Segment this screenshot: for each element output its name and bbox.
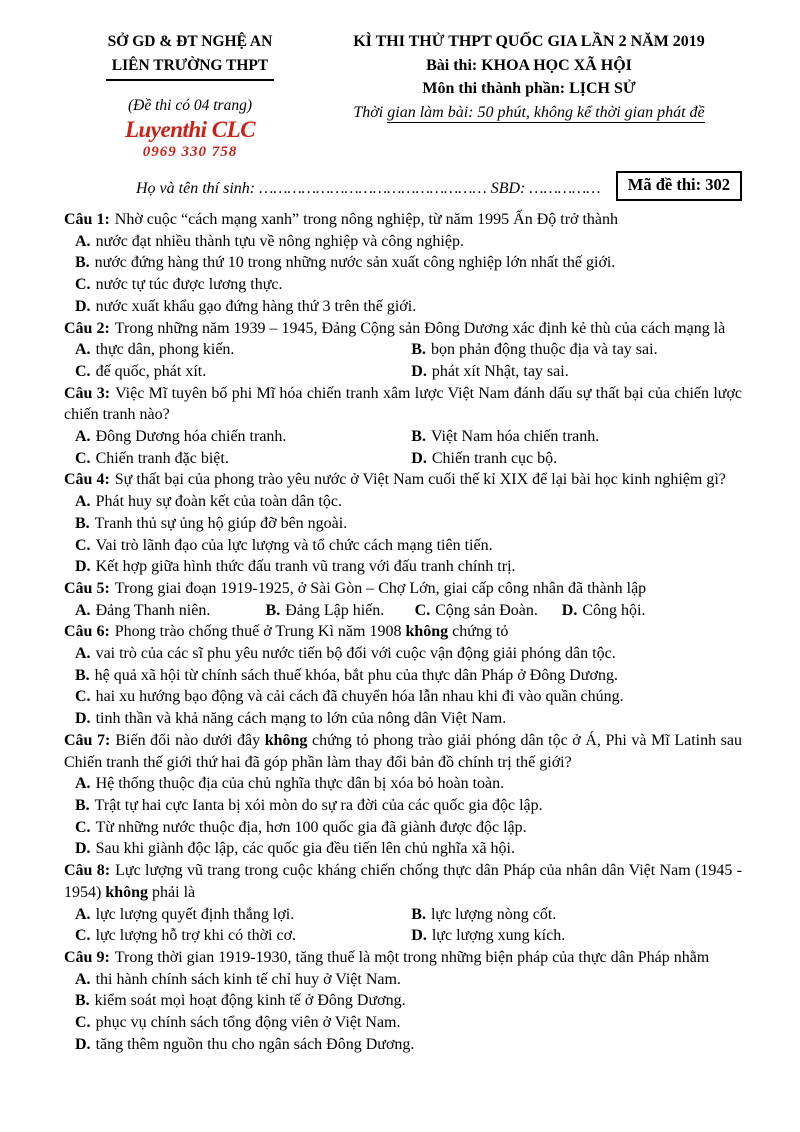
option-text: nước tự túc được lương thực.: [95, 276, 283, 294]
question-number: Câu 9:: [64, 948, 110, 966]
option-b: [64, 990, 742, 1012]
option-label: A.: [75, 232, 91, 250]
option-label: A.: [75, 341, 91, 359]
stem-text-post: chứng tỏ: [448, 623, 509, 641]
question-number: Câu 3:: [64, 384, 111, 402]
option-label: D.: [561, 601, 578, 619]
option-a: [64, 426, 400, 448]
stem-bold-text: không: [264, 731, 308, 749]
question-stem: [64, 383, 742, 426]
org-subname: LIÊN TRƯỜNG THPT: [106, 54, 274, 81]
option-a: [64, 643, 742, 665]
option-a: [64, 773, 742, 795]
exam-duration-underlined: gian làm bài: 50 phút, không kể thời gian phát đề: [387, 104, 705, 121]
stem-text: Nhờ cuộc “cách mạng xanh” trong nông nghiệp, từ năm 1995 Ấn Độ trở thành: [114, 211, 619, 228]
brand-logo-text: Luyenthi CLC: [124, 117, 256, 142]
option-d: [551, 600, 742, 622]
option-b: [400, 339, 742, 361]
question-number: Câu 6:: [64, 623, 110, 641]
option-text: đế quốc, phát xít.: [95, 362, 207, 380]
question-stem: [64, 730, 742, 773]
questions-list: [64, 209, 742, 1055]
question-7: [64, 730, 742, 860]
option-d: [400, 448, 742, 470]
option-text: lực lượng xung kích.: [431, 927, 566, 945]
option-a: [64, 904, 400, 926]
exam-subject-group: Bài thi: KHOA HỌC XÃ HỘI: [426, 57, 632, 74]
option-label: B.: [411, 341, 426, 359]
option-text: lực lượng hỗ trợ khi có thời cơ.: [95, 927, 297, 945]
option-text: phát xít Nhật, tay sai.: [431, 362, 569, 380]
option-text: vai trò của các sĩ phu yêu nước tiến bộ đối với cuộc vận động giải phóng dân tộc.: [95, 645, 616, 663]
issuing-org-block: [64, 30, 316, 161]
option-label: B.: [411, 905, 426, 923]
option-b: [64, 252, 742, 274]
option-label: C.: [75, 818, 91, 836]
option-text: lực lượng quyết định thắng lợi.: [95, 905, 295, 923]
option-c: [64, 535, 742, 557]
options: [64, 643, 742, 730]
option-text: Tranh thủ sự ủng hộ giúp đỡ bên ngoài.: [94, 514, 348, 532]
option-label: B.: [75, 796, 90, 814]
option-label: C.: [75, 536, 91, 554]
option-a: [64, 339, 400, 361]
option-text: tinh thần và khả năng cách mạng to lớn của nông dân Việt Nam.: [95, 710, 507, 728]
option-c: [64, 686, 742, 708]
option-text: nước đạt nhiều thành tựu về nông nghiệp và công nghiệp.: [95, 232, 464, 250]
option-label: B.: [75, 514, 90, 532]
option-label: D.: [75, 1035, 91, 1053]
option-c: [64, 925, 400, 947]
option-c: [404, 600, 551, 622]
option-label: D.: [411, 362, 427, 380]
option-label: D.: [75, 297, 91, 315]
option-text: Đảng Thanh niên.: [95, 601, 211, 619]
option-label: B.: [75, 254, 90, 272]
option-text: Cộng sản Đoàn.: [435, 601, 538, 619]
option-label: C.: [75, 927, 91, 945]
option-text: Chiến tranh đặc biệt.: [95, 449, 229, 467]
options: [64, 426, 742, 469]
option-label: A.: [75, 775, 91, 793]
option-a: [64, 600, 255, 622]
option-text: Vai trò lãnh đạo của lực lượng và tổ chức cách mạng tiên tiến.: [95, 536, 493, 554]
option-text: Chiến tranh cục bộ.: [431, 449, 558, 467]
stem-text-post: phải là: [148, 883, 196, 901]
option-label: A.: [75, 493, 91, 511]
option-c: [64, 448, 400, 470]
option-label: A.: [75, 601, 91, 619]
candidate-name-dotted-field: …………………………………………: [259, 180, 487, 197]
sbd-label: SBD:: [490, 180, 526, 197]
option-text: Hệ thống thuộc địa của chủ nghĩa thực dân bị xóa bỏ hoàn toàn.: [95, 775, 505, 793]
option-label: D.: [75, 710, 91, 728]
option-a: [64, 231, 742, 253]
sbd-dotted-field: ……………: [529, 180, 601, 197]
option-label: B.: [265, 601, 281, 619]
option-label: A.: [75, 970, 91, 988]
stem-text: Việc Mĩ tuyên bố phi Mĩ hóa chiến tranh xâm lược Việt Nam đánh dấu sự thất bại của chiến lược chiến tranh nào?: [64, 384, 743, 424]
option-label: D.: [411, 927, 427, 945]
option-text: hệ quả xã hội từ chính sách thuế khóa, bắt phu của thực dân Pháp ở Đông Dương.: [94, 666, 618, 684]
option-text: Phát huy sự đoàn kết của toàn dân tộc.: [95, 493, 342, 511]
option-d: [64, 1034, 742, 1056]
question-number: Câu 7:: [64, 731, 111, 749]
org-name: SỞ GD & ĐT NGHỆ AN: [107, 33, 273, 50]
option-b: [255, 600, 404, 622]
option-text: Sau khi giành độc lập, các quốc gia đều tiến lên chủ nghĩa xã hội.: [95, 840, 515, 858]
stem-text: Phong trào chống thuế ở Trung Kì năm 1908: [114, 623, 406, 641]
question-stem: [64, 947, 742, 969]
stem-bold-text: không: [105, 883, 149, 901]
option-text: kiểm soát mọi hoạt động kinh tế ở Đông Dương.: [94, 992, 406, 1010]
option-label: C.: [75, 276, 91, 294]
stem-text: Biến đổi nào dưới đây: [115, 731, 265, 749]
question-stem: [64, 621, 742, 643]
option-a: [64, 491, 742, 513]
question-stem: [64, 469, 742, 491]
stem-bold-text: không: [405, 623, 449, 641]
options: [64, 339, 742, 382]
exam-subject: Môn thi thành phần: LỊCH SỬ: [422, 80, 636, 97]
option-label: B.: [75, 992, 90, 1010]
option-b: [64, 665, 742, 687]
option-b: [400, 426, 742, 448]
option-label: C.: [414, 601, 431, 619]
options: [64, 969, 742, 1056]
question-5: [64, 578, 742, 621]
question-number: Câu 8:: [64, 862, 111, 880]
question-3: [64, 383, 742, 470]
options: [64, 600, 742, 622]
option-label: C.: [75, 362, 91, 380]
option-label: B.: [75, 666, 90, 684]
option-text: Đảng Lập hiến.: [285, 601, 385, 619]
options: [64, 904, 742, 947]
option-label: C.: [75, 1014, 91, 1032]
option-label: C.: [75, 688, 91, 706]
exam-duration-prefix: Thời: [353, 104, 388, 121]
exam-duration: [316, 100, 742, 125]
option-label: D.: [75, 558, 91, 576]
stem-text: Trong những năm 1939 – 1945, Đảng Cộng sản Đông Dương xác định kẻ thù của cách mạng là: [114, 319, 726, 337]
options: [64, 231, 742, 318]
option-text: nước đứng hàng thứ 10 trong những nước sản xuất công nghiệp lớn nhất thế giới.: [94, 254, 616, 272]
option-text: Đông Dương hóa chiến tranh.: [95, 428, 287, 446]
stem-text: Sự thất bại của phong trào yêu nước ở Việt Nam cuối thế kỉ XIX để lại bài học kinh nghiệm gì?: [114, 471, 726, 489]
option-d: [64, 296, 742, 318]
brand-phone: 0969 330 758: [142, 144, 238, 160]
option-d: [400, 925, 742, 947]
option-c: [64, 1012, 742, 1034]
question-8: [64, 860, 742, 947]
question-stem: [64, 578, 742, 600]
option-text: phục vụ chính sách tổng động viên ở Việt Nam.: [95, 1014, 401, 1032]
option-text: Công hội.: [582, 601, 646, 619]
option-label: C.: [75, 449, 91, 467]
stem-text: Lực lượng vũ trang trong cuộc kháng chiến chống thực dân Pháp của nhân dân Việt Nam (1945 - 1954): [64, 862, 743, 901]
question-stem: [64, 860, 742, 903]
option-c: [64, 361, 400, 383]
question-2: [64, 318, 742, 383]
option-text: Kết hợp giữa hình thức đấu tranh vũ trang với đấu tranh chính trị.: [95, 558, 516, 576]
stem-text-post: chứng tỏ phong trào giải phóng dân tộc ở Á, Phi và Mĩ Latinh sau Chiến tranh thế giới thứ hai đã góp phần làm thay đổi bản đồ chính trị thế giới?: [64, 731, 742, 771]
question-number: Câu 1:: [64, 211, 110, 228]
option-text: Việt Nam hóa chiến tranh.: [430, 428, 600, 446]
stem-text: Trong thời gian 1919-1930, tăng thuế là một trong những biện pháp của thực dân Pháp nhằm: [114, 948, 710, 966]
option-text: Trật tự hai cực Ianta bị xói mòn do sự ra đời của các quốc gia độc lập.: [94, 796, 543, 814]
option-label: A.: [75, 645, 91, 663]
document-header: [64, 30, 742, 161]
option-d: [400, 361, 742, 383]
option-label: D.: [411, 449, 427, 467]
question-number: Câu 4:: [64, 471, 110, 489]
option-b: [400, 904, 742, 926]
question-stem: [64, 318, 742, 340]
option-a: [64, 969, 742, 991]
option-c: [64, 817, 742, 839]
question-number: Câu 2:: [64, 319, 110, 337]
option-label: D.: [75, 840, 91, 858]
exam-code-box: Mã đề thi: 302: [616, 171, 742, 201]
exam-title: KÌ THI THỬ THPT QUỐC GIA LẦN 2 NĂM 2019: [353, 33, 705, 50]
question-4: [64, 469, 742, 578]
question-stem: [64, 209, 742, 231]
stem-text: Trong giai đoạn 1919-1925, ở Sài Gòn – Chợ Lớn, giai cấp công nhân đã thành lập: [114, 579, 647, 597]
option-text: tăng thêm nguồn thu cho ngân sách Đông Dương.: [95, 1035, 415, 1053]
option-d: [64, 556, 742, 578]
option-label: A.: [75, 905, 91, 923]
option-label: B.: [411, 428, 426, 446]
option-text: hai xu hướng bạo động và cải cách đã chuyển hóa lẫn nhau khi đi vào quần chúng.: [95, 688, 624, 706]
option-d: [64, 838, 742, 860]
options: [64, 491, 742, 578]
option-b: [64, 513, 742, 535]
option-d: [64, 708, 742, 730]
question-1: [64, 209, 742, 318]
option-text: lực lượng nòng cốt.: [430, 905, 557, 923]
option-text: thực dân, phong kiến.: [95, 341, 235, 359]
option-text: thi hành chính sách kinh tế chỉ huy ở Việt Nam.: [95, 970, 401, 988]
options: [64, 773, 742, 860]
candidate-name-label: Họ và tên thí sinh:: [136, 180, 256, 197]
question-6: [64, 621, 742, 730]
option-b: [64, 795, 742, 817]
option-label: A.: [75, 428, 91, 446]
page-count-note: (Đề thi có 04 trang): [128, 97, 252, 114]
option-text: nước xuất khẩu gạo đứng hàng thứ 3 trên thế giới.: [95, 297, 417, 315]
org-subname-wrap: [64, 54, 316, 81]
question-number: Câu 5:: [64, 579, 110, 597]
question-9: [64, 947, 742, 1056]
option-text: Từ những nước thuộc địa, hơn 100 quốc gia đã giành được độc lập.: [95, 818, 527, 836]
option-c: [64, 274, 742, 296]
option-text: bọn phản động thuộc địa và tay sai.: [430, 341, 658, 359]
exam-title-block: [316, 30, 742, 161]
